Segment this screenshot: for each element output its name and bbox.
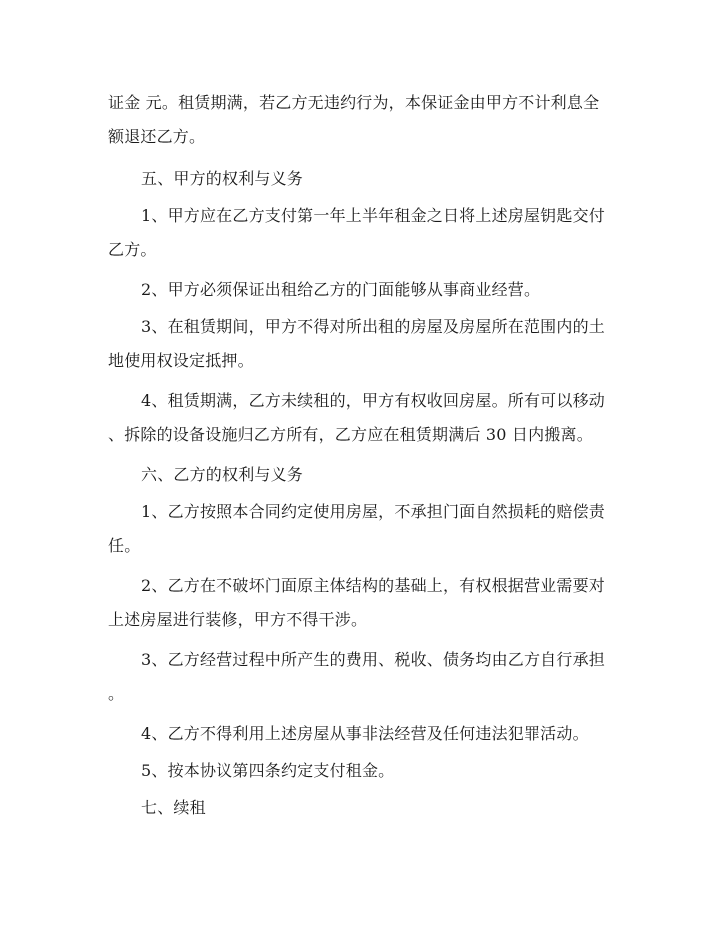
text-line: 乙方。 bbox=[108, 240, 157, 259]
section-heading-5: 五、甲方的权利与义务 bbox=[141, 169, 304, 188]
text-line: 1、乙方按照本合同约定使用房屋，不承担门面自然损耗的赔偿责 bbox=[141, 502, 605, 521]
text-line: 4、租赁期满，乙方未续租的，甲方有权收回房屋。所有可以移动 bbox=[141, 391, 605, 410]
text-line: 任。 bbox=[108, 536, 141, 555]
text-line: 证金 元。租赁期满，若乙方无违约行为，本保证金由甲方不计利息全 bbox=[108, 93, 600, 112]
text-line: 2、甲方必须保证出租给乙方的门面能够从事商业经营。 bbox=[141, 280, 541, 299]
text-line: 1、甲方应在乙方支付第一年上半年租金之日将上述房屋钥匙交付 bbox=[141, 206, 605, 225]
text-line: 额退还乙方。 bbox=[108, 127, 206, 146]
text-line: 4、乙方不得利用上述房屋从事非法经营及任何违法犯罪活动。 bbox=[141, 724, 589, 743]
text-line: 3、在租赁期间，甲方不得对所出租的房屋及房屋所在范围内的土 bbox=[141, 317, 605, 336]
text-line: 。 bbox=[108, 684, 125, 703]
text-line: 5、按本协议第四条约定支付租金。 bbox=[141, 761, 395, 780]
section-heading-6: 六、乙方的权利与义务 bbox=[141, 465, 304, 484]
text-line: 2、乙方在不破坏门面原主体结构的基础上，有权根据营业需要对 bbox=[141, 576, 605, 595]
text-line: 上述房屋进行装修，甲方不得干涉。 bbox=[108, 610, 368, 629]
text-line: 3、乙方经营过程中所产生的费用、税收、债务均由乙方自行承担 bbox=[141, 650, 605, 669]
text-line: 地使用权设定抵押。 bbox=[108, 351, 254, 370]
section-heading-7: 七、续租 bbox=[141, 798, 206, 817]
text-line: 、拆除的设备设施归乙方所有，乙方应在租赁期满后 30 日内搬离。 bbox=[108, 425, 593, 444]
